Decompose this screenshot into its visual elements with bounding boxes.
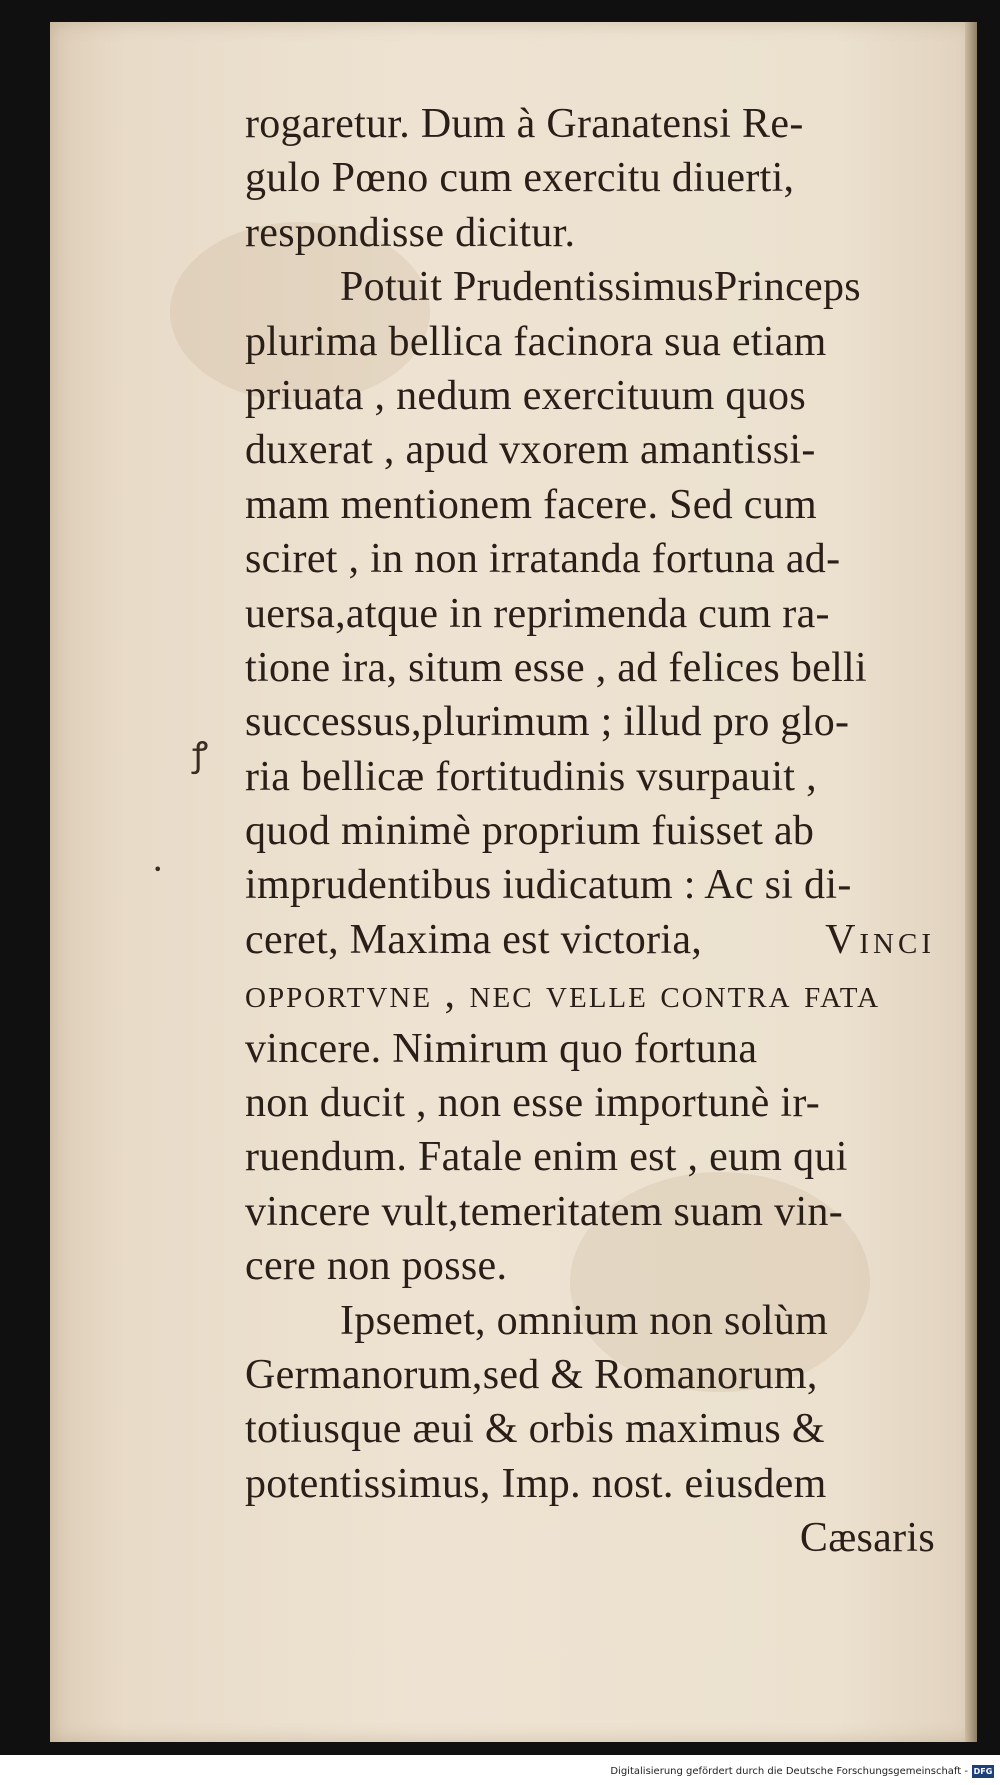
text-line: [245, 970, 935, 1024]
text-line: duxerat , apud vxorem amantissi-: [245, 427, 816, 474]
marginal-dot: •: [153, 860, 163, 879]
dfg-logo: DFG: [973, 1767, 993, 1776]
text-line: rogaretur. Dum à Granatensi Re-: [245, 101, 804, 147]
text-line: ruendum. Fatale enim est , eum qui: [245, 1134, 848, 1181]
page-edge: [965, 22, 977, 1742]
text-line: quod minimè proprium fuisset ab: [245, 808, 815, 855]
text-line: ria bellicæ fortitudinis vsurpauit ,: [245, 753, 817, 800]
text-line: respondisse dicitur.: [245, 209, 576, 256]
small-caps-word: Vinci: [825, 916, 935, 963]
text-line: vincere vult,temeritatem suam vin-: [245, 1188, 843, 1235]
text-line: Germanorum,sed & Romanorum,: [245, 1351, 818, 1398]
text-line: sciret , in non irratanda fortuna ad-: [245, 536, 841, 583]
text-line: priuata , nedum exercituum quos: [245, 372, 806, 419]
text-line: plurima bellica facinora sua etiam: [245, 318, 827, 365]
text-line: successus,plurimum ; illud pro glo-: [245, 699, 850, 746]
catchword-line: [245, 1514, 935, 1568]
text-line: cere non posse.: [245, 1243, 508, 1290]
text-line: vincere. Nimirum quo fortuna: [245, 1025, 758, 1072]
text-line: tione ira, situm esse , ad felices belli: [245, 644, 867, 691]
catchword: Cæsaris: [799, 1515, 935, 1562]
text-line: potentissimus, Imp. nost. eiusdem: [245, 1460, 827, 1507]
small-caps-line: opportvne , nec velle contra fata: [245, 971, 881, 1018]
text-line: non ducit , non esse importunè ir-: [245, 1080, 821, 1127]
text-line: mam mentionem facere. Sed cum: [245, 481, 817, 528]
text-line: totiusque æui & orbis maximus &: [245, 1406, 825, 1453]
text-line: imprudentibus iudicatum : Ac si di-: [245, 862, 852, 909]
text-line: gulo Pœno cum exercitu diuerti,: [245, 155, 795, 202]
paragraph-start-line: Potuit PrudentissimusPrinceps: [340, 264, 861, 311]
text-line: ceret, Maxima est victoria, Vinci: [245, 916, 935, 963]
paragraph-start-line: Ipsemet, omnium non solùm: [340, 1297, 829, 1344]
marginal-mark: ꝭ: [192, 735, 209, 775]
page-text: [245, 100, 935, 1569]
text-line: uersa,atque in reprimenda cum ra-: [245, 590, 830, 637]
digitization-credit: Digitalisierung gefördert durch die Deutsche Forschungsgemeinschaft -: [610, 1766, 968, 1777]
